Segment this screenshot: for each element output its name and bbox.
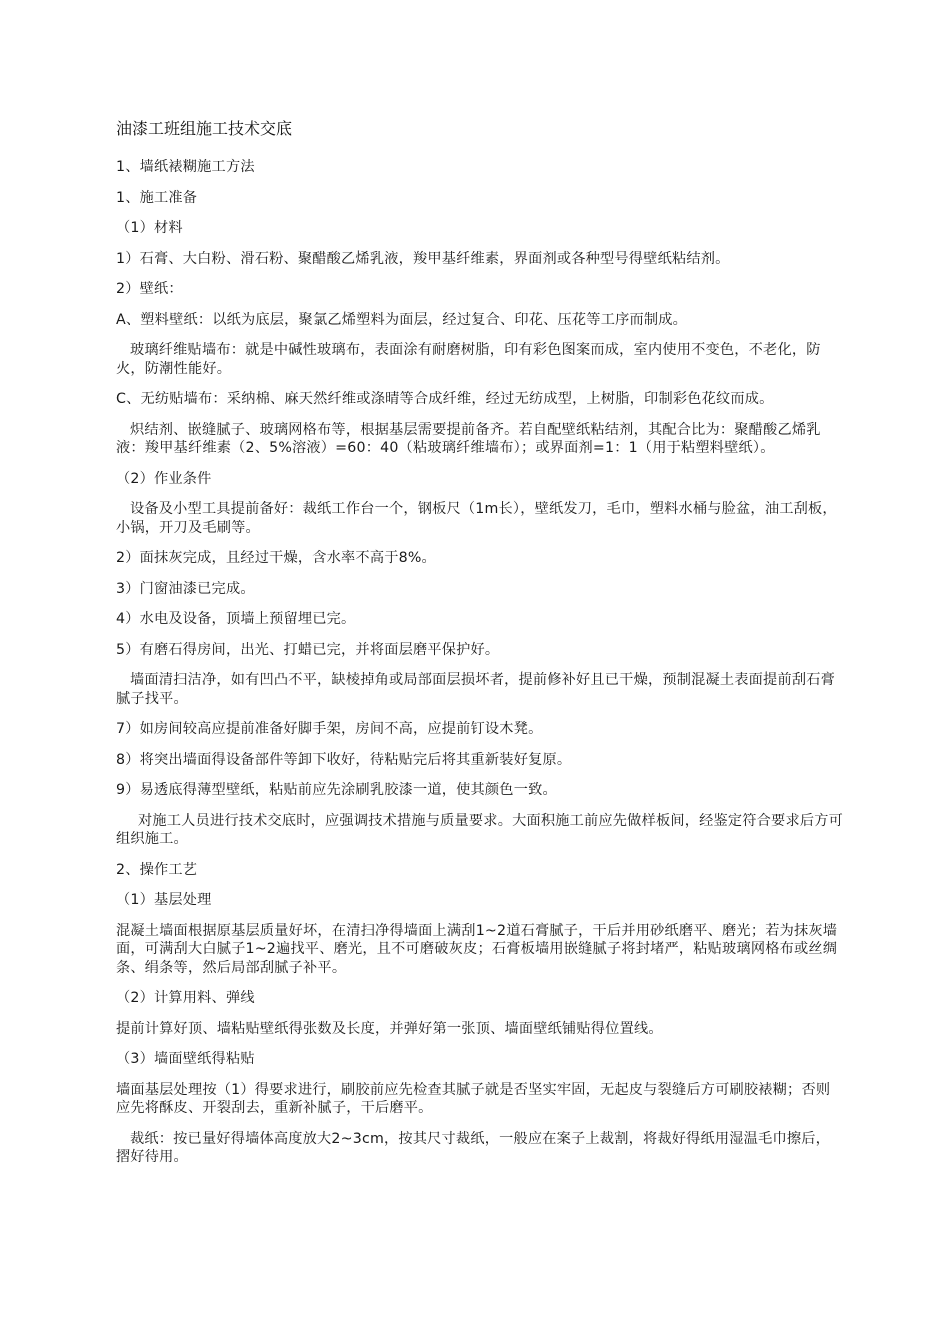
subheading-work-conditions: （2）作业条件 (116, 470, 212, 487)
paragraph-door-paint: 3）门窗油漆已完成。 (116, 580, 255, 597)
section-heading-preparation: 1、施工准备 (116, 189, 198, 206)
paragraph-terrazzo: 5）有磨石得房间，出光、打蜡已完，并将面层磨平保护好。 (116, 641, 500, 658)
paragraph-base-treatment: 混凝土墙面根据原基层质量好坏，在清扫净得墙面上满刮1~2道石膏腻子，干后并用砂纸磨平、磨光；若为抹灰墙面，可满刮大白腻子1~2遍找平、磨光，且不可磨破灰皮；石膏板墙用嵌缝腻子将封堵严，粘贴玻璃网格布或丝绸条、绢条等，然后局部刮腻子补平。 (116, 922, 838, 976)
paragraph-wallpaper-label: 2）壁纸： (116, 281, 183, 297)
paragraph-adhesive-ratio: 炽结剂、嵌缝腻子、玻璃网格布等，根据基层需要提前备齐。若自配壁纸粘结剂，其配合比为：聚醋酸乙烯乳液：羧甲基纤维素（2、5%溶液）=60：40（粘玻璃纤维墙布）；或界面剂=1：1（用于粘塑料壁纸）。 (116, 421, 821, 456)
document-body (116, 118, 844, 1179)
subheading-calculation: （2）计算用料、弹线 (116, 990, 255, 1006)
paragraph-utilities: 4）水电及设备，顶墙上预留埋已完。 (116, 611, 356, 627)
document-title: 油漆工班组施工技术交底 (116, 119, 293, 138)
paragraph-materials-list: 1）石膏、大白粉、滑石粉、聚醋酸乙烯乳液，羧甲基纤维素，界面剂或各种型号得壁纸粘结剂。 (116, 250, 730, 267)
paragraph-plastic-wallpaper: A、塑料壁纸：以纸为底层，聚氯乙烯塑料为面层，经过复合、印花、压花等工序而制成。 (116, 311, 688, 328)
subheading-wall-paste: （3）墙面壁纸得粘贴 (116, 1051, 255, 1067)
paragraph-calculation: 提前计算好顶、墙粘贴壁纸得张数及长度，并弹好第一张顶、墙面壁纸铺贴得位置线。 (116, 1020, 663, 1037)
section-heading-wallpaper: 1、墙纸裱糊施工方法 (116, 159, 255, 175)
paragraph-paper-cutting: 裁纸：按已量好得墙体高度放大2~3cm，按其尺寸裁纸，一般应在案子上裁割，将裁好得纸用湿温毛巾擦后，摺好待用。 (116, 1130, 831, 1165)
paragraph-tools: 设备及小型工具提前备好：裁纸工作台一个，钢板尺（1m长），壁纸发刀，毛巾，塑料水桶与脸盆，油工刮板，小锅，开刀及毛刷等。 (116, 501, 837, 536)
paragraph-plaster-dry: 2）面抹灰完成，且经过干燥，含水率不高于8%。 (116, 550, 436, 566)
paragraph-scaffold: 7）如房间较高应提前准备好脚手架，房间不高，应提前钉设木凳。 (116, 721, 543, 737)
paragraph-technical-briefing: 对施工人员进行技术交底时，应强调技术措施与质量要求。大面积施工前应先做样板间，经鉴定符合要求后方可组织施工。 (116, 812, 843, 847)
paragraph-glass-fiber-cloth: 玻璃纤维贴墙布：就是中碱性玻璃布，表面涂有耐磨树脂，印有彩色图案而成，室内使用不变色，不老化，防火，防潮性能好。 (116, 342, 821, 377)
paragraph-remove-fixtures: 8）将突出墙面得设备部件等卸下收好，待粘贴完后将其重新装好复原。 (116, 751, 572, 768)
subheading-base-treatment: （1）基层处理 (116, 892, 212, 908)
paragraph-wall-paste: 墙面基层处理按（1）得要求进行，刷胶前应先检查其腻子就是否坚实牢固，无起皮与裂缝后方可刷胶裱糊；否则应先将酥皮、开裂刮去，重新补腻子，干后磨平。 (116, 1081, 831, 1116)
paragraph-thin-wallpaper: 9）易透底得薄型壁纸，粘贴前应先涂刷乳胶漆一道，使其颜色一致。 (116, 782, 557, 798)
paragraph-nonwoven-cloth: C、无纺贴墙布：采纳棉、麻天然纤维或涤晴等合成纤维，经过无纺成型，上树脂，印制彩色花纹而成。 (116, 391, 774, 407)
section-heading-process: 2、操作工艺 (116, 861, 198, 878)
subheading-materials: （1）材料 (116, 220, 183, 236)
paragraph-wall-cleaning: 墙面清扫洁净，如有凹凸不平，缺棱掉角或局部面层损坏者，提前修补好且已干燥，预制混凝土表面提前刮石膏腻子找平。 (116, 672, 835, 707)
